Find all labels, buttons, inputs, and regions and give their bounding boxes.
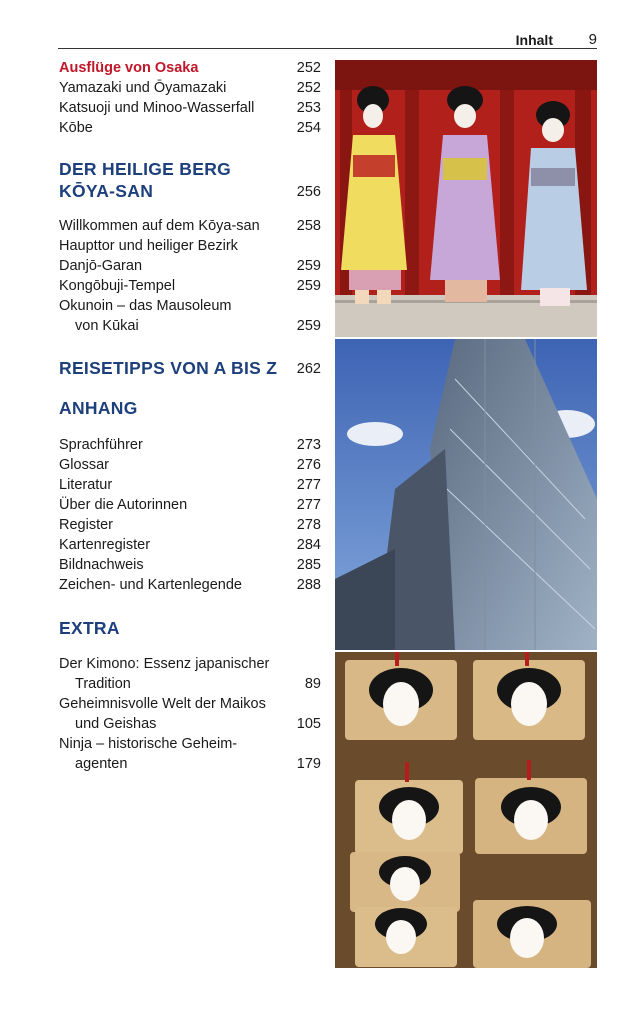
heading-page: 262 xyxy=(296,361,321,377)
toc-entry-ninja-cont[interactable] xyxy=(59,754,321,774)
toc-entry-ninja[interactable] xyxy=(59,734,321,754)
toc-entry-okunoin-cont[interactable] xyxy=(59,316,321,336)
entry-page: 285 xyxy=(296,557,321,573)
entry-page: 253 xyxy=(296,100,321,116)
entry-title: Geheimnisvolle Welt der Maikos xyxy=(59,696,266,712)
heading-text: EXTRA xyxy=(59,618,120,638)
toc-entry-kimono-cont[interactable] xyxy=(59,674,321,694)
entry-title: Bildnachweis xyxy=(59,557,144,573)
entry-title: Willkommen auf dem Kōya-san xyxy=(59,218,260,234)
entry-title: und Geishas xyxy=(75,716,157,732)
entry-title: Kongōbuji-Tempel xyxy=(59,278,176,294)
toc-entry-kartenregister[interactable] xyxy=(59,535,321,555)
entry-page: 259 xyxy=(296,318,321,334)
entry-title: Ninja – historische Geheim- xyxy=(59,736,238,752)
toc-entry-maikos-cont[interactable] xyxy=(59,714,321,734)
heading-line-1: DER HEILIGE BERG xyxy=(59,159,232,179)
entry-page: 252 xyxy=(296,60,321,76)
toc-entry-literatur[interactable] xyxy=(59,475,321,495)
toc-entry-autorinnen[interactable] xyxy=(59,495,321,515)
header-title: Inhalt xyxy=(515,32,553,48)
entry-title: Register xyxy=(59,517,113,533)
heading-text: REISETIPPS VON A BIS Z xyxy=(59,358,278,378)
photo-ema-plaques xyxy=(335,652,597,968)
toc-entry-kongobuji[interactable] xyxy=(59,276,321,296)
entry-page: 284 xyxy=(296,537,321,553)
entry-title: Okunoin – das Mausoleum xyxy=(59,298,232,314)
toc-entry-ausfluege-osaka[interactable] xyxy=(59,58,321,78)
toc-entry-kobe[interactable] xyxy=(59,118,321,138)
section-heading-koya-san[interactable] xyxy=(59,158,321,206)
entry-title: Sprachführer xyxy=(59,437,143,453)
entry-title: Yamazaki und Ōyamazaki xyxy=(59,80,227,96)
entry-page: 277 xyxy=(296,497,321,513)
entry-page: 273 xyxy=(296,437,321,453)
entry-page: 252 xyxy=(296,80,321,96)
entry-page: 258 xyxy=(296,218,321,234)
toc-entry-sprachfuehrer[interactable] xyxy=(59,435,321,455)
entry-title: Kartenregister xyxy=(59,537,151,553)
entry-title: Danjō-Garan xyxy=(59,258,143,274)
toc-entry-okunoin[interactable] xyxy=(59,296,321,316)
heading-line-2: KŌYA-SAN xyxy=(59,181,154,201)
entry-title: Tradition xyxy=(75,676,131,692)
entry-page: 254 xyxy=(296,120,321,136)
toc-entry-willkommen[interactable] xyxy=(59,216,321,236)
page-number: 9 xyxy=(588,31,597,48)
heading-text: ANHANG xyxy=(59,398,138,418)
entry-title: Zeichen- und Kartenlegende xyxy=(59,577,242,593)
maiko-illustration xyxy=(335,60,597,337)
entry-title: Literatur xyxy=(59,477,113,493)
entry-page: 277 xyxy=(296,477,321,493)
entry-title: Glossar xyxy=(59,457,109,473)
toc-entry-register[interactable] xyxy=(59,515,321,535)
section-heading-extra xyxy=(59,617,321,639)
entry-page: 105 xyxy=(296,716,321,732)
toc-entry-haupttor[interactable] xyxy=(59,236,321,256)
entry-page: 278 xyxy=(296,517,321,533)
entry-title: Über die Autorinnen xyxy=(59,497,188,513)
toc-entry-maikos[interactable] xyxy=(59,694,321,714)
toc-entry-katsuoji[interactable] xyxy=(59,98,321,118)
running-header xyxy=(58,30,597,49)
entry-title: Katsuoji und Minoo-Wasserfall xyxy=(59,100,255,116)
entry-page: 259 xyxy=(296,258,321,274)
entry-title: von Kūkai xyxy=(75,318,139,334)
entry-page: 288 xyxy=(296,577,321,593)
toc-entry-kimono[interactable] xyxy=(59,654,321,674)
heading-page: 256 xyxy=(296,184,321,200)
entry-title: Ausflüge von Osaka xyxy=(59,60,199,76)
section-heading-reisetipps[interactable] xyxy=(59,357,321,379)
entry-page: 276 xyxy=(296,457,321,473)
entry-title: agenten xyxy=(75,756,128,772)
entry-page: 89 xyxy=(304,676,321,692)
toc-entry-bildnachweis[interactable] xyxy=(59,555,321,575)
ema-illustration xyxy=(335,652,597,968)
photo-skyscraper xyxy=(335,339,597,650)
toc-entry-kartenlegende[interactable] xyxy=(59,575,321,595)
photo-maikos xyxy=(335,60,597,337)
entry-page: 259 xyxy=(296,278,321,294)
entry-title: Der Kimono: Essenz japanischer xyxy=(59,656,270,672)
toc-entry-yamazaki[interactable] xyxy=(59,78,321,98)
skyscraper-illustration xyxy=(335,339,597,650)
section-heading-anhang xyxy=(59,397,321,419)
entry-title: Haupttor und heiliger Bezirk xyxy=(59,238,238,254)
entry-page: 179 xyxy=(296,756,321,772)
entry-title: Kōbe xyxy=(59,120,93,136)
toc-entry-danjo-garan[interactable] xyxy=(59,256,321,276)
toc-entry-glossar[interactable] xyxy=(59,455,321,475)
